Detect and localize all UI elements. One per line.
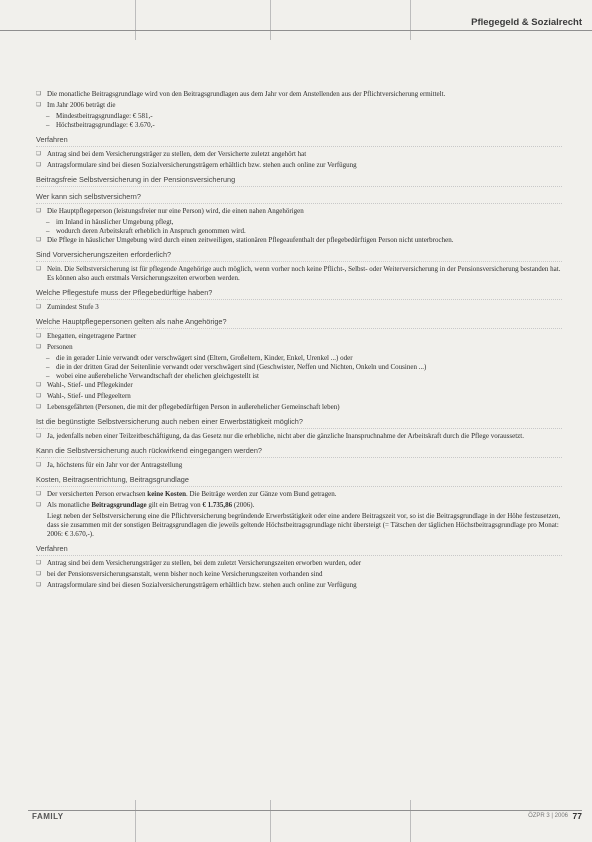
list-item: ❑ Lebensgefährten (Personen, die mit der pflegebedürftigen Person in außerehelicher Gemeinschaft leben) bbox=[36, 403, 562, 412]
sub-list-item: – wodurch deren Arbeitskraft erheblich in Anspruch genommen wird. bbox=[36, 227, 562, 236]
section-heading: Beitragsfreie Selbstversicherung in der Pensionsversicherung bbox=[36, 175, 562, 187]
list-item: ❑ Zumindest Stufe 3 bbox=[36, 303, 562, 312]
text-run: gilt ein Betrag von bbox=[146, 501, 203, 509]
list-item: ❑ Antragsformulare sind bei diesen Sozialversicherungsträgern erhältlich bzw. stehen auch online zur Verfügung bbox=[36, 161, 562, 170]
list-item: ❑ Antrag sind bei dem Versicherungsträger zu stellen, dem der Versicherte zuletzt angehört hat bbox=[36, 150, 562, 159]
sub-list-item: – im Inland in häuslicher Umgebung pflegt, bbox=[36, 218, 562, 227]
list-item bbox=[36, 501, 562, 510]
bold-text: Beitragsgrundlage bbox=[91, 501, 147, 509]
bold-text: € 1.735,86 bbox=[202, 501, 233, 509]
issue-label: ÖZPR 3 | 2006 bbox=[528, 813, 568, 819]
sub-list-item: – wobei eine außereheliche Verwandtschaft der ehelichen gleichgestellt ist bbox=[36, 372, 562, 381]
section-heading: Wer kann sich selbstversichern? bbox=[36, 192, 562, 204]
running-header: Pflegegeld & Sozialrecht bbox=[471, 17, 582, 28]
list-item: ❑ Antragsformulare sind bei diesen Sozialversicherungsträgern erhältlich bzw. stehen auch online zur Verfügung bbox=[36, 581, 562, 590]
bold-text: keine Kosten bbox=[147, 490, 186, 498]
crop-mark bbox=[135, 800, 136, 842]
list-item: ❑ Personen bbox=[36, 343, 562, 352]
main-content bbox=[36, 90, 562, 592]
crop-mark bbox=[410, 0, 411, 40]
section-heading: Kosten, Beitragsentrichtung, Beitragsgrundlage bbox=[36, 475, 562, 487]
list-item: ❑ Die Hauptpflegeperson (leistungsfreier nur eine Person) wird, die einen nahen Angehörigen bbox=[36, 207, 562, 216]
list-item: ❑ Wahl-, Stief- und Pflegekinder bbox=[36, 381, 562, 390]
sub-list-item: – die in der dritten Grad der Seitenlinie verwandt oder verschwägert sind (Geschwister, Neffen und Nichten, Onkeln und Cousinen ...) bbox=[36, 363, 562, 372]
text-run: Der versicherten Person erwachsen bbox=[47, 490, 148, 498]
sub-list-item: – Mindestbeitragsgrundlage: € 581,- bbox=[36, 112, 562, 121]
crop-mark bbox=[410, 800, 411, 842]
text-run: (2006). bbox=[232, 501, 255, 509]
section-heading: Welche Hauptpflegepersonen gelten als nahe Angehörige? bbox=[36, 317, 562, 329]
crop-mark bbox=[270, 800, 271, 842]
text-run: Als monatliche bbox=[47, 501, 92, 509]
section-heading: Welche Pflegestufe muss der Pflegebedürftige haben? bbox=[36, 288, 562, 300]
page-number: 77 bbox=[572, 811, 582, 821]
header-rule bbox=[0, 30, 592, 31]
list-item: ❑ Ehegatten, eingetragene Partner bbox=[36, 332, 562, 341]
list-item: ❑ Ja, jedenfalls neben einer Teilzeitbeschäftigung, da das Gesetz nur die erhebliche, nicht aber die gänzliche Inanspruchnahme der Arbeitskraft durch die Pflege voraussetzt. bbox=[36, 432, 562, 441]
list-item bbox=[36, 490, 562, 499]
crop-mark bbox=[135, 0, 136, 40]
section-heading: Sind Vorversicherungszeiten erforderlich? bbox=[36, 250, 562, 262]
footer-rule bbox=[28, 810, 582, 811]
list-item: ❑ Die monatliche Beitragsgrundlage wird von den Beitragsgrundlagen aus dem Jahr vor dem Anstellenden aus der Pflichtversicherung ermittelt. bbox=[36, 90, 562, 99]
footer-logo: FAMILY bbox=[32, 812, 64, 821]
section-heading: Ist die begünstigte Selbstversicherung auch neben einer Erwerbstätigkeit möglich? bbox=[36, 417, 562, 429]
sub-list-item: – Höchstbeitragsgrundlage: € 3.670,- bbox=[36, 121, 562, 130]
paragraph: Liegt neben der Selbstversicherung eine die Pflichtversicherung begründende Erwerbstätigkeit oder eine andere Beitragszeit vor, so ist die Beitragsgrundlage in der Höhe festzusetzen, dass sie zusammen mit der sonstigen Beitragsgrundlagen die jeweils geltende Höchstbeitragsgrundlage nicht übersteigt (= Tätschen der täglichen Höchstbeitragsgrundlage pro Monat: 2006: € 3.670,-). bbox=[47, 512, 561, 538]
list-item: ❑ bei der Pensionsversicherungsanstalt, wenn bisher noch keine Versicherungszeiten vorhanden sind bbox=[36, 570, 562, 579]
text-run: . Die Beiträge werden zur Gänze vom Bund getragen. bbox=[186, 490, 337, 498]
list-item: ❑ Die Pflege in häuslicher Umgebung wird durch einen zeitweiligen, stationären Pflegeaufenthalt der pflegebedürftigen Person nicht unterbrochen. bbox=[36, 236, 562, 245]
list-item: ❑ Antrag sind bei dem Versicherungsträger zu stellen, bei dem zuletzt Versicherungszeiten erworben wurden, oder bbox=[36, 559, 562, 568]
section-heading: Verfahren bbox=[36, 135, 562, 147]
section-heading: Kann die Selbstversicherung auch rückwirkend eingegangen werden? bbox=[36, 446, 562, 458]
list-item: ❑ Im Jahr 2006 beträgt die bbox=[36, 101, 562, 110]
list-item: ❑ Nein. Die Selbstversicherung ist für pflegende Angehörige auch möglich, wenn vorher noch keine Pflicht-, Selbst- oder Weiterversicherung in der Pensionsversicherung bestanden hat. Es können also auch erstmals Versicherungszeiten erworben werden. bbox=[36, 265, 562, 283]
list-item: ❑ Wahl-, Stief- und Pflegeeltern bbox=[36, 392, 562, 401]
list-item: ❑ Ja, höchstens für ein Jahr vor der Antragstellung bbox=[36, 461, 562, 470]
section-heading: Verfahren bbox=[36, 544, 562, 556]
crop-mark bbox=[270, 0, 271, 40]
sub-list-item: – die in gerader Linie verwandt oder verschwägert sind (Eltern, Großeltern, Kinder, Enkel, Urenkel ...) oder bbox=[36, 354, 562, 363]
